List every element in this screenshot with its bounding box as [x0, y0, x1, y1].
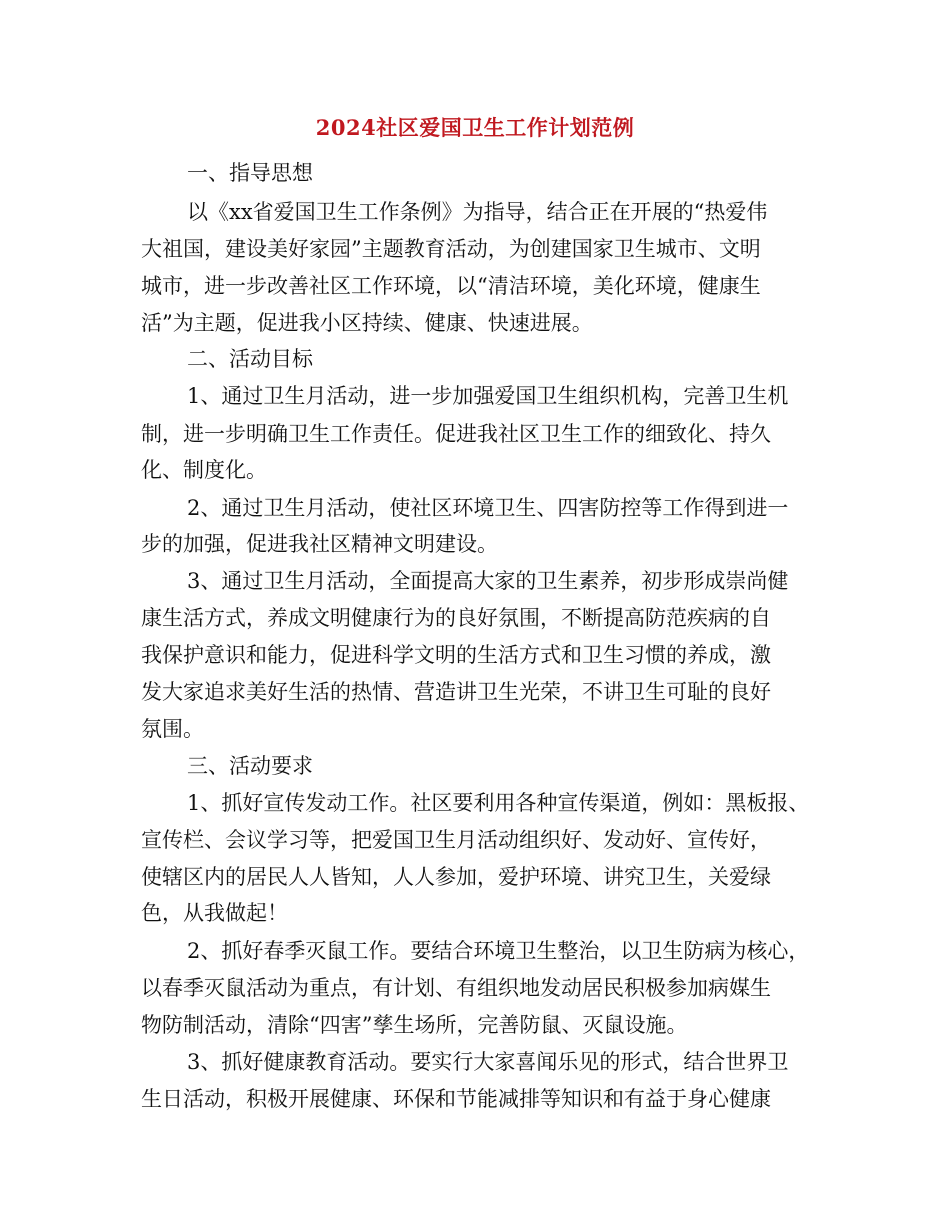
- paragraph-line: 2、通过卫生月活动，使社区环境卫生、四害防控等工作得到进一: [187, 496, 789, 520]
- paragraph-line: 以春季灭鼠活动为重点，有计划、有组织地发动居民积极参加病媒生: [141, 976, 771, 1000]
- section-heading-guiding-ideology: 一、指导思想: [187, 161, 313, 185]
- paragraph-line: 3、通过卫生月活动，全面提高大家的卫生素养，初步形成崇尚健: [187, 569, 789, 593]
- paragraph-line: 3、抓好健康教育活动。要实行大家喜闻乐见的形式，结合世界卫: [187, 1050, 789, 1074]
- paragraph-line: 以《xx省爱国卫生工作条例》为指导，结合正在开展的“热爱伟: [187, 200, 768, 224]
- paragraph-line: 1、抓好宣传发动工作。社区要利用各种宣传渠道，例如：黑板报、: [187, 791, 810, 815]
- paragraph-line: 制，进一步明确卫生工作责任。促进我社区卫生工作的细致化、持久: [141, 422, 771, 446]
- paragraph-line: 活”为主题，促进我小区持续、健康、快速进展。: [141, 311, 593, 335]
- paragraph-line: 氛围。: [141, 717, 204, 741]
- paragraph-line: 城市，进一步改善社区工作环境，以“清洁环境，美化环境，健康生: [141, 274, 761, 298]
- paragraph-line: 我保护意识和能力，促进科学文明的生活方式和卫生习惯的养成，激: [141, 643, 771, 667]
- document-title: 2024社区爱国卫生工作计划范例: [315, 115, 635, 140]
- paragraph-line: 2、抓好春季灭鼠工作。要结合环境卫生整治，以卫生防病为核心，: [187, 939, 810, 963]
- paragraph-line: 康生活方式，养成文明健康行为的良好氛围，不断提高防范疾病的自: [141, 606, 771, 630]
- paragraph-line: 色，从我做起！: [141, 901, 288, 925]
- paragraph-line: 大祖国，建设美好家园”主题教育活动，为创建国家卫生城市、文明: [141, 237, 761, 261]
- paragraph-line: 步的加强，促进我社区精神文明建设。: [141, 532, 498, 556]
- paragraph-line: 生日活动，积极开展健康、环保和节能减排等知识和有益于身心健康: [141, 1087, 771, 1111]
- paragraph-line: 化、制度化。: [141, 458, 267, 482]
- paragraph-line: 宣传栏、会议学习等，把爱国卫生月活动组织好、发动好、宣传好，: [141, 828, 771, 852]
- section-heading-activity-goals: 二、活动目标: [187, 347, 313, 371]
- paragraph-line: 发大家追求美好生活的热情、营造讲卫生光荣，不讲卫生可耻的良好: [141, 680, 771, 704]
- section-heading-activity-requirements: 三、活动要求: [187, 754, 313, 778]
- paragraph-line: 1、通过卫生月活动，进一步加强爱国卫生组织机构，完善卫生机: [187, 384, 789, 408]
- paragraph-line: 物防制活动，清除“四害”孳生场所，完善防鼠、灭鼠设施。: [141, 1013, 688, 1037]
- paragraph-line: 使辖区内的居民人人皆知，人人参加，爱护环境、讲究卫生，关爱绿: [141, 865, 771, 889]
